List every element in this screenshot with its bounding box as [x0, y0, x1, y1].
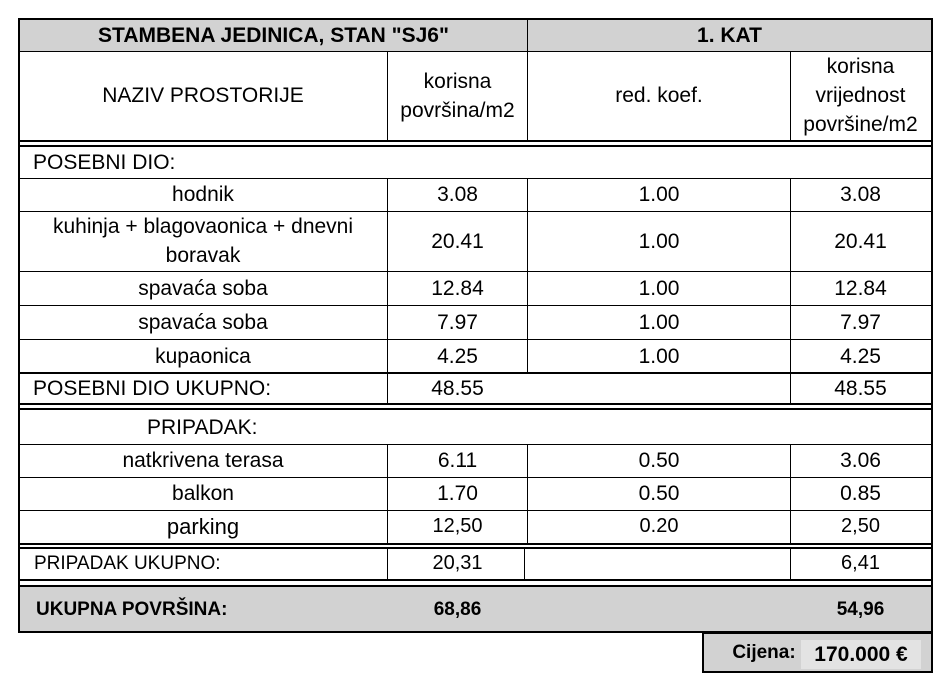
divider	[18, 51, 933, 52]
room-coef: 1.00	[638, 310, 680, 334]
column-header-area-line1: korisna	[423, 69, 492, 93]
border-left	[18, 18, 20, 633]
subtotal-label-posebni: POSEBNI DIO UKUPNO:	[33, 377, 272, 400]
divider	[18, 145, 933, 147]
column-header-name: NAZIV PROSTORIJE	[102, 84, 304, 107]
room-name: balkon	[172, 482, 234, 505]
room-area: 12,50	[432, 515, 483, 537]
room-area: 7.97	[437, 310, 478, 334]
subtotal-area-posebni: 48.55	[431, 377, 484, 400]
room-coef: 1.00	[638, 183, 680, 206]
divider	[18, 140, 933, 142]
divider	[387, 178, 388, 404]
divider	[524, 548, 525, 580]
divider	[18, 271, 933, 272]
divider	[387, 51, 388, 141]
section-label-pripadak: PRIPADAK:	[147, 415, 258, 439]
column-header-coef: red. koef.	[615, 84, 703, 107]
room-value: 2,50	[841, 515, 880, 537]
divider	[18, 408, 933, 410]
room-value: 7.97	[840, 310, 881, 334]
price-value: 170.000 €	[801, 640, 921, 669]
divider	[790, 548, 791, 580]
divider	[18, 372, 933, 374]
room-name: kupaonica	[155, 344, 251, 368]
column-header-area	[387, 51, 528, 140]
border-right	[931, 18, 933, 633]
divider	[18, 178, 933, 179]
room-value: 20.41	[834, 229, 887, 253]
room-coef: 1.00	[638, 344, 680, 368]
room-area: 4.25	[437, 344, 478, 368]
subtotal-label-pripadak: PRIPADAK UKUPNO:	[34, 553, 221, 574]
room-value: 3.06	[840, 449, 881, 472]
divider	[387, 444, 388, 544]
divider	[387, 548, 388, 580]
divider	[18, 543, 933, 545]
room-value: 12.84	[834, 276, 887, 300]
column-header-value	[790, 51, 931, 140]
column-header-area-line2: površina/m2	[400, 98, 515, 122]
subtotal-area-pripadak: 20,31	[432, 552, 483, 574]
room-name: spavaća soba	[138, 276, 268, 300]
divider	[18, 585, 933, 587]
divider	[18, 579, 933, 581]
room-area: 12.84	[431, 276, 484, 300]
room-name	[19, 211, 387, 271]
room-coef: 1.00	[638, 229, 680, 253]
divider	[18, 547, 933, 549]
border-top	[18, 18, 933, 20]
room-value: 4.25	[840, 344, 881, 368]
unit-title: STAMBENA JEDINICA, STAN "SJ6"	[19, 19, 528, 51]
divider	[18, 403, 933, 405]
divider	[790, 51, 791, 141]
divider	[527, 178, 528, 374]
subtotal-value-pripadak: 6,41	[841, 552, 880, 574]
room-name-line1: kuhinja + blagovaonica + dnevni	[52, 215, 354, 238]
divider	[18, 510, 933, 511]
divider	[18, 339, 933, 340]
room-coef: 0.20	[639, 515, 679, 537]
column-header-value-line3: površine/m2	[803, 113, 918, 136]
divider	[18, 444, 933, 445]
room-name-line2: boravak	[165, 244, 241, 267]
price-label: Cijena:	[732, 641, 796, 663]
room-area: 6.11	[437, 449, 478, 472]
column-header-value-line1: korisna	[826, 55, 895, 78]
room-value: 0.85	[840, 482, 881, 505]
room-coef: 0.50	[638, 449, 680, 472]
room-area: 20.41	[431, 229, 484, 253]
divider	[18, 477, 933, 478]
room-coef: 0.50	[638, 482, 680, 505]
grand-total-label: UKUPNA POVRŠINA:	[36, 599, 228, 620]
divider	[527, 444, 528, 544]
room-area: 3.08	[437, 183, 478, 206]
section-label-posebni: POSEBNI DIO:	[33, 150, 176, 174]
divider	[18, 305, 933, 306]
column-header-value-line2: vrijednost	[815, 84, 906, 107]
room-area: 1.70	[437, 482, 478, 505]
room-name: parking	[166, 514, 240, 539]
divider	[18, 211, 933, 212]
grand-total-value: 54,96	[836, 599, 885, 620]
subtotal-value-posebni: 48.55	[834, 377, 887, 400]
room-name: hodnik	[172, 183, 234, 206]
room-name: spavaća soba	[138, 310, 268, 334]
divider	[790, 178, 791, 404]
divider	[790, 444, 791, 544]
room-name: natkrivena terasa	[122, 449, 284, 472]
room-coef: 1.00	[638, 276, 680, 300]
floor-label: 1. KAT	[528, 19, 931, 51]
grand-total-area: 68,86	[433, 599, 482, 620]
room-value: 3.08	[840, 183, 881, 206]
border-bottom	[18, 631, 933, 633]
divider	[527, 18, 528, 141]
